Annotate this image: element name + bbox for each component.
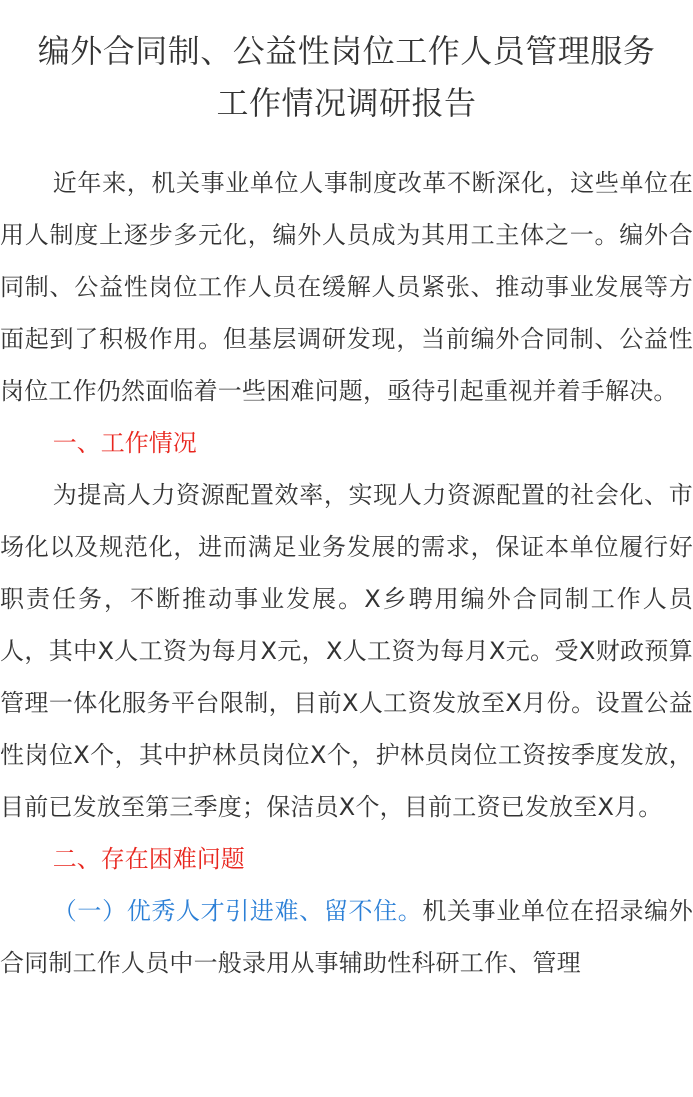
subsection-1-heading: （一）优秀人才引进难、留不住。: [52, 897, 423, 925]
section-1-heading: 一、工作情况: [52, 429, 197, 457]
section-2-heading: 二、存在困难问题: [52, 845, 245, 873]
intro-paragraph: 近年来，机关事业单位人事制度改革不断深化，这些单位在用人制度上逐步多元化，编外人员成为其用工主体之一。编外合同制、公益性岗位工作人员在缓解人员紧张、推动事业发展等方面起到了积极作用。但基层调研发现，当前编外合同制、公益性岗位工作仍然面临着一些困难问题，亟待引起重视并着手解决。: [0, 169, 693, 405]
subsection-1-paragraph: [0, 885, 693, 989]
title-line-1: 编外合同制、公益性岗位工作人员管理服务: [37, 32, 656, 70]
report-title: [0, 0, 693, 129]
subsection-1-text: 机关事业单位在招录编外合同制工作人员中一般录用从事辅助性科研工作、管理: [0, 897, 693, 977]
report-body: [0, 157, 693, 989]
title-line-2: 工作情况调研报告: [216, 84, 477, 122]
section-1-paragraph: 为提高人力资源配置效率，实现人力资源配置的社会化、市场化以及规范化，进而满足业务发展的需求，保证本单位履行好职责任务，不断推动事业发展。X乡聘用编外合同制工作人员人，其中X人工资为每月X元，X人工资为每月X元。受X财政预算管理一体化服务平台限制，目前X人工资发放至X月份。设置公益性岗位X个，其中护林员岗位X个，护林员岗位工资按季度发放，目前已发放至第三季度；保洁员X个，目前工资已发放至X月。: [0, 481, 693, 821]
